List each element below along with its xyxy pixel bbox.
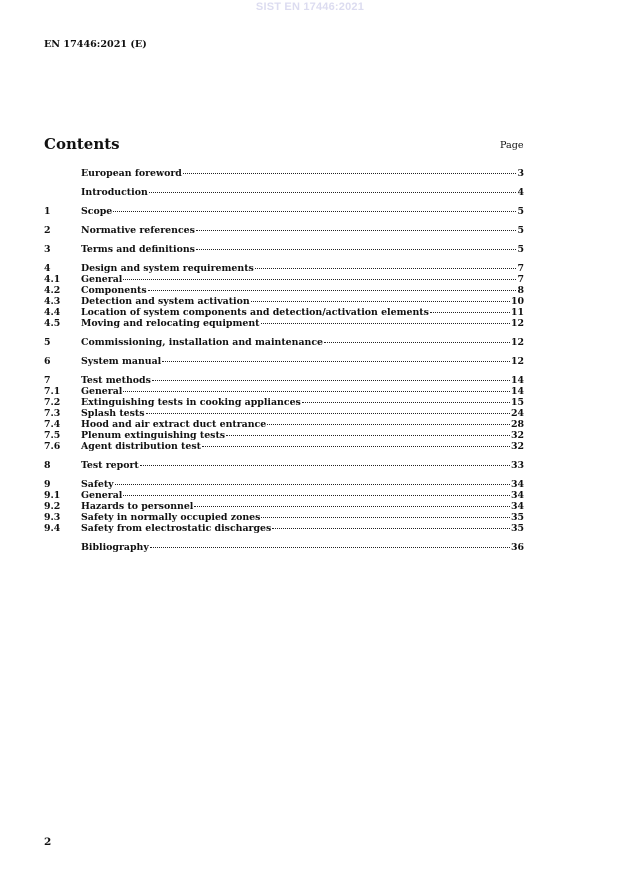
toc-entry-title: Test methods [81, 375, 151, 386]
toc-entry-title: Hood and air extract duct entrance [81, 419, 267, 430]
toc-entry-page: 35 [510, 523, 524, 534]
toc-entry-page: 14 [510, 375, 524, 386]
toc-entry-number: 4.2 [44, 285, 61, 296]
toc-entry-number: 7.4 [44, 419, 61, 430]
dot-leader [267, 424, 510, 425]
toc-entry-number: 4.1 [44, 274, 61, 285]
toc-entry-number: 9.4 [44, 523, 61, 534]
dot-leader [146, 413, 510, 414]
toc-entry[interactable] [44, 523, 524, 534]
toc-entry-page: 5 [517, 225, 524, 236]
toc-entry-page: 10 [510, 296, 524, 307]
dot-leader [324, 342, 510, 343]
toc-entry[interactable] [44, 501, 524, 512]
toc-entry-title: Hazards to personnel [81, 501, 194, 512]
toc-entry[interactable] [44, 337, 524, 348]
toc-entry-title: Safety in normally occupied zones [81, 512, 261, 523]
toc-entry[interactable] [44, 307, 524, 318]
toc-entry-page: 32 [510, 430, 524, 441]
toc-entry-title: Normative references [81, 225, 195, 236]
toc-entry-title: Test report [81, 460, 139, 471]
toc-entry[interactable] [44, 512, 524, 523]
toc-entry[interactable] [44, 490, 524, 501]
dot-leader [162, 361, 510, 362]
toc-entry-title: Terms and definitions [81, 244, 195, 255]
toc-entry-title: Scope [81, 206, 113, 217]
toc-entry-title: Commissioning, installation and maintenance [81, 337, 324, 348]
toc-entry-page: 12 [510, 337, 524, 348]
toc-entry[interactable] [44, 386, 524, 397]
toc-entry-page: 33 [510, 460, 524, 471]
toc-entry-page: 28 [510, 419, 524, 430]
toc-entry-page: 3 [517, 168, 524, 179]
dot-leader [123, 495, 510, 496]
toc-entry-page: 11 [510, 307, 524, 318]
toc-entry-page: 35 [510, 512, 524, 523]
toc-entry-number: 7.6 [44, 441, 61, 452]
dot-leader [123, 279, 516, 280]
toc-entry-title: Components [81, 285, 147, 296]
toc-entry-title: General [81, 490, 123, 501]
toc-entry-title: Agent distribution test [81, 441, 201, 452]
dot-leader [261, 323, 510, 324]
toc-entry-title: European foreword [81, 168, 182, 179]
dot-leader [148, 290, 517, 291]
dot-leader [430, 312, 510, 313]
dot-leader [202, 446, 510, 447]
toc-entry[interactable] [44, 408, 524, 419]
toc-entry-number: 7.3 [44, 408, 61, 419]
dot-leader [196, 230, 517, 231]
dot-leader [226, 435, 510, 436]
toc-entry-page: 24 [510, 408, 524, 419]
toc-entry[interactable] [44, 168, 524, 179]
toc-entry-page: 34 [510, 490, 524, 501]
dot-leader [302, 402, 510, 403]
toc-entry-page: 7 [517, 263, 524, 274]
dot-leader [183, 173, 517, 174]
toc-entry-number: 3 [44, 244, 51, 255]
toc-entry-page: 36 [510, 542, 524, 553]
toc-entry[interactable] [44, 479, 524, 490]
dot-leader [140, 465, 510, 466]
dot-leader [196, 249, 517, 250]
document-id: EN 17446:2021 (E) [44, 39, 147, 50]
toc-entry-page: 12 [510, 318, 524, 329]
toc-entry[interactable] [44, 285, 524, 296]
toc-entry-page: 8 [517, 285, 524, 296]
toc-entry-title: Plenum extinguishing tests [81, 430, 226, 441]
toc-entry-page: 7 [517, 274, 524, 285]
toc-entry-number: 9 [44, 479, 51, 490]
toc-entry-number: 7.2 [44, 397, 61, 408]
toc-entry-title: Introduction [81, 187, 148, 198]
dot-leader [113, 211, 516, 212]
toc-entry-title: Splash tests [81, 408, 145, 419]
toc-entry-number: 5 [44, 337, 51, 348]
toc-entry-number: 4.4 [44, 307, 61, 318]
toc-entry-page: 5 [517, 206, 524, 217]
toc-entry[interactable] [44, 430, 524, 441]
toc-entry-title: Design and system requirements [81, 263, 254, 274]
toc-entry[interactable] [44, 206, 524, 217]
toc-entry[interactable] [44, 460, 524, 471]
toc-entry[interactable] [44, 187, 524, 198]
toc-entry-title: Safety [81, 479, 114, 490]
contents-heading: Contents [44, 135, 120, 153]
toc-entry-title: General [81, 386, 123, 397]
toc-entry[interactable] [44, 318, 524, 329]
toc-entry-number: 4 [44, 263, 51, 274]
toc-entry-title: Location of system components and detection/activation elements [81, 307, 429, 318]
toc-entry-number: 8 [44, 460, 51, 471]
toc-entry-number: 2 [44, 225, 51, 236]
toc-entry[interactable] [44, 263, 524, 274]
toc-entry-number: 4.5 [44, 318, 61, 329]
toc-entry-number: 7 [44, 375, 51, 386]
dot-leader [261, 517, 510, 518]
toc-entry-number: 1 [44, 206, 51, 217]
toc-entry-page: 5 [517, 244, 524, 255]
toc-entry[interactable] [44, 375, 524, 386]
toc-entry-page: 12 [510, 356, 524, 367]
toc-entry[interactable] [44, 296, 524, 307]
dot-leader [272, 528, 510, 529]
toc-entry-title: Detection and system activation [81, 296, 250, 307]
watermark: SIST EN 17446:2021 [255, 1, 365, 13]
dot-leader [123, 391, 510, 392]
table-of-contents [44, 168, 524, 553]
toc-entry[interactable] [44, 419, 524, 430]
toc-entry[interactable] [44, 225, 524, 236]
toc-entry-number: 4.3 [44, 296, 61, 307]
toc-entry[interactable] [44, 274, 524, 285]
toc-entry-page: 34 [510, 479, 524, 490]
toc-entry-number: 7.1 [44, 386, 61, 397]
toc-entry-page: 32 [510, 441, 524, 452]
dot-leader [115, 484, 510, 485]
toc-entry-title: General [81, 274, 123, 285]
toc-entry[interactable] [44, 441, 524, 452]
toc-entry-title: Safety from electrostatic discharges [81, 523, 272, 534]
toc-entry-number: 9.3 [44, 512, 61, 523]
toc-entry[interactable] [44, 244, 524, 255]
toc-entry-page: 34 [510, 501, 524, 512]
page-number: 2 [44, 836, 52, 848]
toc-entry[interactable] [44, 397, 524, 408]
dot-leader [255, 268, 517, 269]
toc-entry-number: 9.1 [44, 490, 61, 501]
toc-entry-page: 4 [517, 187, 524, 198]
toc-entry-page: 15 [510, 397, 524, 408]
dot-leader [150, 547, 510, 548]
toc-entry-title: Bibliography [81, 542, 149, 553]
toc-entry-page: 14 [510, 386, 524, 397]
toc-entry-title: System manual [81, 356, 162, 367]
dot-leader [194, 506, 510, 507]
dot-leader [152, 380, 510, 381]
page-column-label: Page [500, 140, 524, 151]
toc-entry-number: 7.5 [44, 430, 61, 441]
toc-entry-number: 9.2 [44, 501, 61, 512]
toc-entry-title: Extinguishing tests in cooking appliances [81, 397, 301, 408]
dot-leader [251, 301, 510, 302]
toc-entry[interactable] [44, 356, 524, 367]
dot-leader [149, 192, 517, 193]
toc-entry-title: Moving and relocating equipment [81, 318, 260, 329]
toc-entry[interactable] [44, 542, 524, 553]
toc-entry-number: 6 [44, 356, 51, 367]
